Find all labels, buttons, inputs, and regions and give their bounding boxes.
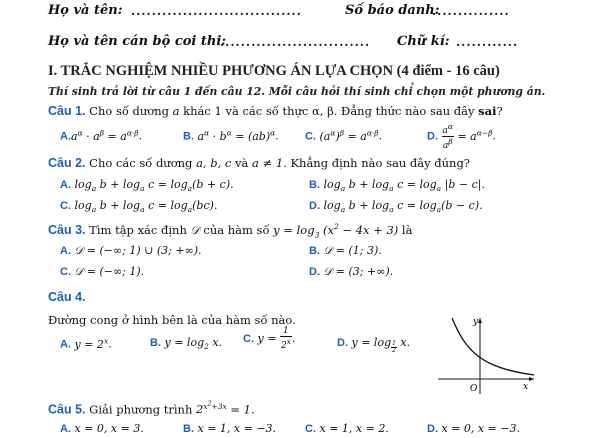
question-1 — [48, 104, 503, 118]
proctor-name-field[interactable]: ............................. — [220, 35, 371, 49]
student-name-label: Họ và tên: — [48, 3, 123, 18]
proctor-name-label: Họ và tên cán bộ coi thi: — [48, 34, 227, 49]
candidate-number-field[interactable]: ............... — [432, 4, 510, 18]
option-letter: B. — [150, 337, 161, 349]
option-letter: C. — [305, 130, 316, 143]
option-3a[interactable]: A. 𝒟 = (−∞; 1) ∪ (3; +∞). — [60, 244, 202, 257]
option-5d[interactable] — [427, 422, 520, 435]
question-text: khác 1 và các số thực α, β. Đẳng thức nào sau đây — [179, 104, 479, 118]
y-axis-arrow-icon — [478, 318, 482, 323]
question-text: là — [398, 222, 413, 237]
option-text: x = 0, x = −3. — [441, 422, 521, 435]
option-3d[interactable]: D. 𝒟 = (3; +∞). — [309, 265, 394, 278]
option-1a[interactable]: $A.a^\alpha \cdot a^\beta = a^{\alpha\cdot\beta}$. — [60, 128, 143, 143]
x-axis-arrow-icon — [529, 377, 534, 381]
signature-label: Chữ kí: — [397, 34, 450, 49]
question-text: . Khẳng định nào sau đây đúng? — [283, 156, 470, 170]
option-text: x = 0, x = 3. — [74, 422, 144, 435]
question-text: Cho số dương — [89, 104, 173, 118]
option-letter: D. — [427, 423, 438, 435]
variable: a, b, c — [196, 156, 232, 170]
y-axis-label: y — [473, 317, 479, 327]
option-text: x = 1, x = 2. — [319, 422, 389, 435]
option-5b[interactable] — [183, 422, 276, 435]
option-letter: C. — [60, 200, 71, 212]
question-text: của hàm số — [199, 222, 274, 237]
candidate-number-label: Số báo danh: — [345, 3, 440, 18]
option-4b[interactable]: B. $y = \log_2 x$. — [150, 336, 223, 352]
question-4-text: Đường cong ở hình bên là của hàm số nào. — [48, 313, 296, 327]
option-letter: D. — [337, 337, 348, 349]
question-text: Giải phương trình — [89, 402, 197, 417]
option-letter: A. — [60, 245, 71, 257]
emphasis-word: sai — [478, 104, 497, 118]
option-letter: C. — [60, 266, 71, 278]
option-1d[interactable]: D. $\frac{a^\alpha}{a^\beta}$ = $a^{\alpha-\beta}$. — [427, 122, 496, 151]
option-letter: A. — [60, 423, 71, 435]
option-3b[interactable]: B. 𝒟 = (1; 3). — [309, 244, 382, 257]
option-2a[interactable]: A. $\log_a b + \log_a c = \log_a(b + c)$. — [60, 178, 234, 194]
student-name-field[interactable]: ................................. — [131, 4, 302, 18]
question-text: Cho các số dương — [89, 156, 197, 170]
variable: a ≠ 1 — [252, 156, 284, 170]
option-letter: B. — [309, 179, 320, 191]
option-4a[interactable]: A. $y = 2^x$. — [60, 336, 112, 351]
option-4c[interactable]: C. y = $\frac{1}{2^x}$ . — [243, 326, 296, 351]
question-label: Câu 3. — [48, 222, 86, 237]
question-label: Câu 2. — [48, 156, 86, 170]
question-label: Câu 1. — [48, 104, 86, 118]
question-label: Câu 4. — [48, 290, 86, 304]
option-5c[interactable] — [305, 422, 389, 435]
section-instruction: Thí sinh trả lời từ câu 1 đến câu 12. Mỗi câu hỏi thí sinh chỉ chọn một phương án. — [48, 85, 546, 98]
function-graph — [430, 312, 540, 398]
option-letter: A. — [60, 130, 71, 143]
decreasing-curve — [452, 318, 534, 375]
option-2b[interactable]: B. $\log_a b + \log_a c = \log_a |b - c|$. — [309, 178, 485, 194]
option-letter: B. — [309, 245, 320, 257]
option-2d[interactable]: D. $\log_a b + \log_a c = \log_a(b - c)$. — [309, 199, 483, 215]
question-5: Câu 5. Giải phương trình $2^{x^2+3x} = 1$. — [48, 400, 255, 417]
option-2c[interactable]: C. $\log_a b + \log_a c = \log_a(bc)$. — [60, 199, 218, 215]
option-letter: B. — [183, 130, 194, 143]
variable: a — [172, 104, 180, 118]
signature-field[interactable]: ............ — [456, 35, 519, 49]
option-1b[interactable]: B. $a^\alpha \cdot b^\alpha = (ab)^\alpha$. — [183, 128, 279, 143]
option-letter: A. — [60, 179, 71, 191]
question-text: ? — [496, 104, 503, 118]
origin-label: O — [470, 384, 478, 394]
option-4d[interactable]: D. y = log $_{\frac{1}{2}}$ x. — [337, 336, 411, 354]
question-label: Câu 5. — [48, 402, 86, 417]
option-3c[interactable]: C. 𝒟 = (−∞; 1). — [60, 265, 145, 278]
question-text: và — [231, 156, 253, 170]
option-1c[interactable]: C. $(a^\alpha)^\beta = a^{\alpha\cdot\beta}$. — [305, 128, 383, 143]
option-letter: C. — [305, 423, 316, 435]
question-3: Câu 3. Tìm tập xác định 𝒟 của hàm số $y = \log_3 (x^2 - 4x + 3)$ là — [48, 222, 413, 240]
question-text: Tìm tập xác định — [89, 222, 191, 237]
option-letter: C. — [243, 333, 254, 345]
question-2 — [48, 156, 470, 170]
option-text: x = 1, x = −3. — [197, 422, 277, 435]
variable: 𝒟 — [190, 222, 200, 237]
option-letter: D. — [427, 130, 438, 143]
x-axis-label: x — [523, 382, 529, 392]
section-title: I. TRẮC NGHIỆM NHIỀU PHƯƠNG ÁN LỰA CHỌN (4 điểm - 16 câu) — [48, 63, 500, 79]
option-5a[interactable] — [60, 422, 144, 435]
option-letter: D. — [309, 266, 320, 278]
option-letter: A. — [60, 338, 71, 351]
question-text: = 1. — [226, 402, 255, 417]
option-letter: D. — [309, 200, 320, 212]
option-letter: B. — [183, 423, 194, 435]
